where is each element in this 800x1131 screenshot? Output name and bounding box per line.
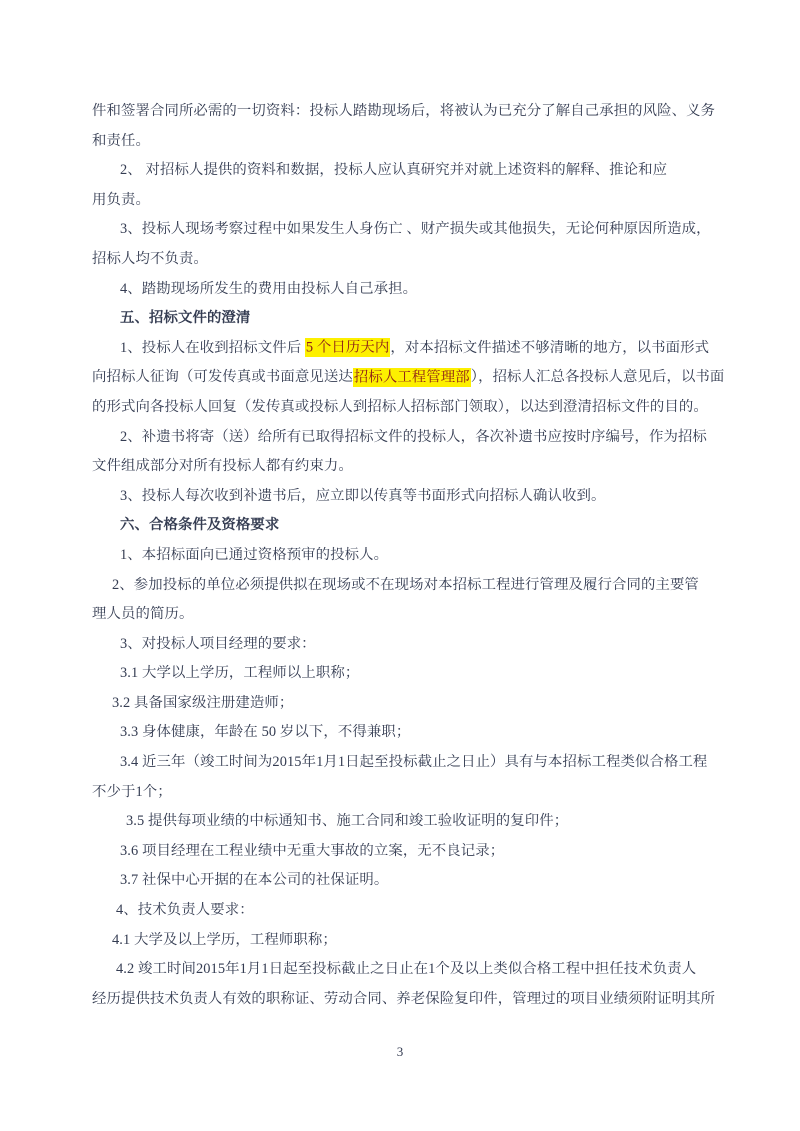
doc-line: 2、补遗书将寄（送）给所有已取得招标文件的投标人，各次补遗书应按时序编号，作为招标	[120, 428, 707, 445]
doc-line: 理人员的简历。	[92, 606, 194, 623]
doc-line: 4、技术负责人要求：	[116, 902, 254, 919]
doc-line: 不少于1个；	[92, 783, 172, 800]
doc-line: 3.3 身体健康，年龄在 50 岁以下，不得兼职；	[120, 724, 411, 741]
doc-text: ），招标人汇总各投标人意见后，以书面	[470, 369, 725, 386]
section-heading-clarification: 五、招标文件的澄清	[120, 310, 251, 327]
highlighted-text: 5 个日历天内	[305, 339, 390, 356]
doc-line: 用负责。	[92, 191, 150, 208]
doc-line: 文件组成部分对所有投标人都有约束力。	[92, 458, 353, 475]
doc-line: 和责任。	[92, 132, 150, 149]
highlighted-text: 招标人工程管理部	[353, 369, 470, 386]
section-heading-qualification: 六、合格条件及资格要求	[120, 517, 280, 534]
doc-line: 3、投标人每次收到补遗书后，应立即以传真等书面形式向招标人确认收到。	[120, 487, 606, 504]
doc-line: 件和签署合同所必需的一切资料：投标人踏勘现场后，将被认为已充分了解自己承担的风险、义务	[92, 103, 716, 119]
doc-line: 3.5 提供每项业绩的中标通知书、施工合同和竣工验收证明的复印件；	[126, 813, 569, 830]
doc-line: 3.4 近三年（竣工时间为2015年1月1日起至投标截止之日止）具有与本招标工程类似合格工程	[120, 754, 708, 771]
doc-line: 4.1 大学及以上学历，工程师职称；	[112, 931, 337, 948]
doc-line: 3、投标人现场考察过程中如果发生人身伤亡 、财产损失或其他损失，无论何种原因所造成，	[120, 221, 711, 238]
doc-line: 3.6 项目经理在工程业绩中无重大事故的立案，无不良记录；	[120, 842, 505, 859]
doc-line: 4.2 竣工时间2015年1月1日起至投标截止之日止在1个及以上类似合格工程中担任技术负责人	[116, 961, 697, 978]
doc-line: 3.1 大学以上学历，工程师以上职称；	[120, 665, 360, 682]
doc-line: 经历提供技术负责人有效的职称证、劳动合同、养老保险复印件，管理过的项目业绩须附证明其所	[92, 990, 716, 1007]
doc-line: 4、踏勘现场所发生的费用由投标人自己承担。	[120, 280, 418, 297]
document-body	[92, 97, 725, 1014]
doc-line: 2、参加投标的单位必须提供拟在现场或不在现场对本招标工程进行管理及履行合同的主要管	[112, 576, 699, 593]
doc-line: 3、对投标人项目经理的要求：	[120, 635, 316, 652]
doc-line: 招标人均不负责。	[92, 250, 208, 267]
doc-text: ，对本招标文件描述不够清晰的地方，以书面形式	[390, 339, 710, 356]
doc-line: 3.7 社保中心开据的在本公司的社保证明。	[120, 872, 389, 889]
doc-text: 向招标人征询（可发传真或书面意见送达	[92, 369, 353, 386]
doc-line: 3.2 具备国家级注册建造师；	[112, 694, 294, 711]
doc-line	[92, 363, 725, 393]
page-number: 3	[396, 1044, 404, 1059]
doc-line: 2、 对招标人提供的资料和数据，投标人应认真研究并对就上述资料的解释、推论和应	[120, 162, 668, 179]
doc-line: 1、本招标面向已通过资格预审的投标人。	[120, 546, 389, 563]
doc-line	[92, 334, 712, 364]
doc-line: 的形式向各投标人回复（发传真或投标人到招标人招标部门领取），以达到澄清招标文件的目的。	[92, 398, 708, 415]
doc-text: 1、投标人在收到招标文件后	[120, 339, 305, 356]
